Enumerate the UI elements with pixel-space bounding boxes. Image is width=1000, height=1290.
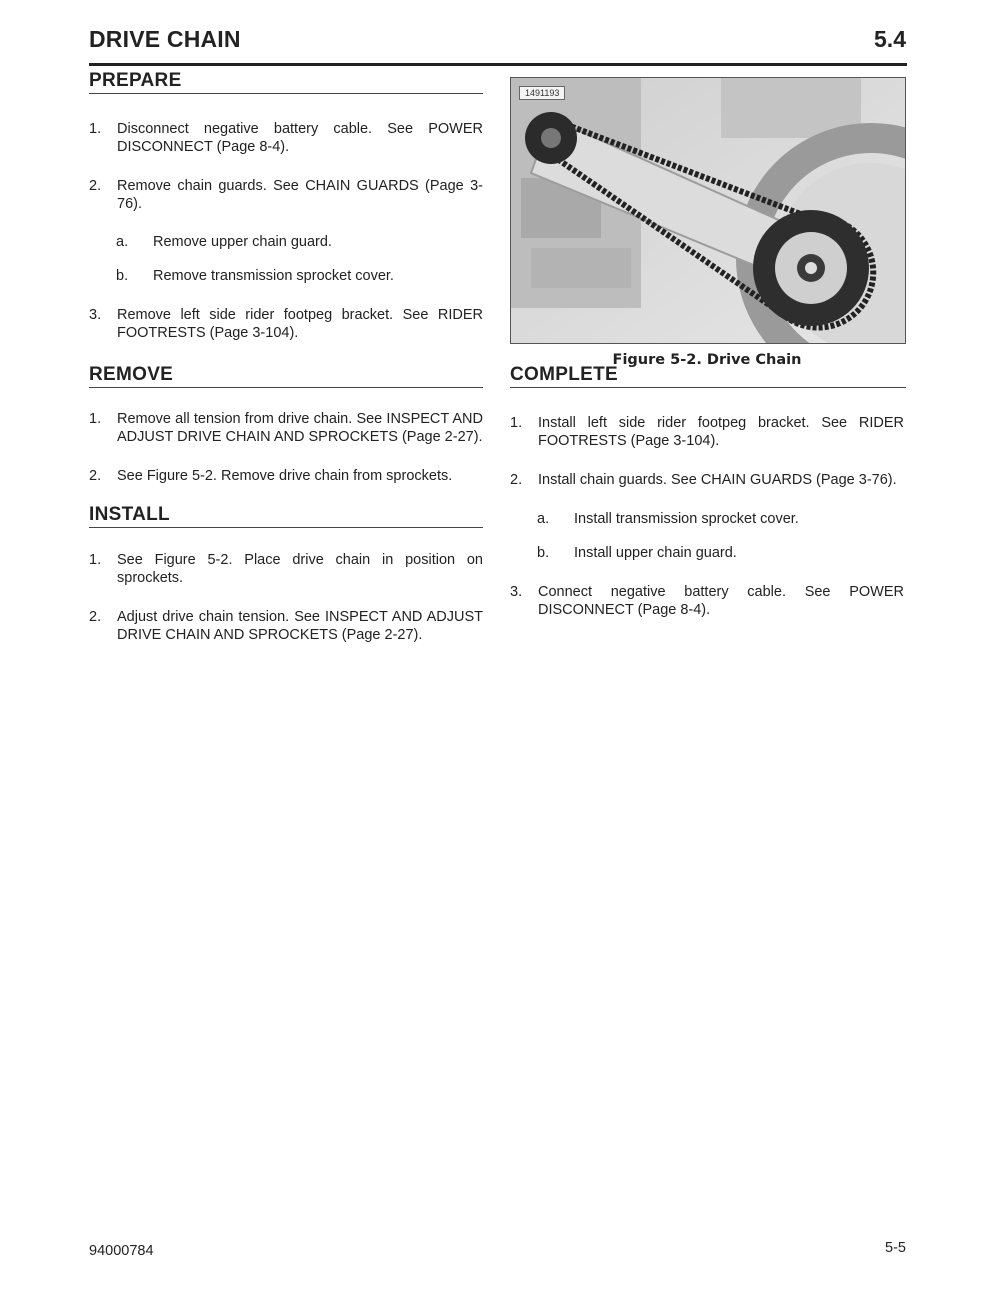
complete-steps [510, 414, 904, 489]
complete-heading: COMPLETE [510, 364, 906, 388]
substep-letter: a. [537, 511, 550, 527]
step-text: Remove chain guards. See CHAIN GUARDS (Page 3-76). [117, 178, 483, 212]
remove-heading: REMOVE [89, 364, 483, 388]
substep-letter: a. [116, 234, 129, 250]
step-number: 2. [510, 472, 523, 488]
step-number: 2. [89, 609, 102, 625]
left-column [89, 70, 483, 644]
section-number: 5.4 [874, 26, 906, 52]
step-text: Connect negative battery cable. See POWER DISCONNECT (Page 8-4). [538, 584, 904, 618]
remove-step-2 [89, 467, 483, 485]
substep-text: Install transmission sprocket cover. [574, 511, 799, 527]
step-text: Disconnect negative battery cable. See POWER DISCONNECT (Page 8-4). [117, 121, 483, 155]
step-number: 3. [510, 584, 523, 600]
step-text: Install chain guards. See CHAIN GUARDS (Page 3-76). [538, 472, 897, 488]
substep-text: Remove upper chain guard. [153, 234, 332, 250]
drive-chain-photo [511, 78, 905, 343]
step-number: 1. [510, 415, 523, 431]
substep-text: Install upper chain guard. [574, 545, 737, 561]
install-step-1 [89, 551, 483, 587]
prepare-substep-b [89, 267, 483, 285]
prepare-substeps [89, 233, 483, 285]
step-text: Remove all tension from drive chain. See INSPECT AND ADJUST DRIVE CHAIN AND SPROCKETS (Page 2-27). [117, 411, 483, 445]
step-number: 1. [89, 121, 102, 137]
remove-steps [89, 410, 483, 485]
complete-step-1 [510, 414, 904, 450]
step-text: See Figure 5-2. Place drive chain in position on sprockets. [117, 552, 483, 586]
figure-caption: Figure 5-2. Drive Chain [612, 352, 802, 368]
prepare-step-2 [89, 177, 483, 213]
complete-step-2 [510, 471, 904, 489]
step-text: See Figure 5-2. Remove drive chain from sprockets. [117, 468, 453, 484]
complete-substeps [510, 510, 904, 562]
substep-text: Remove transmission sprocket cover. [153, 268, 394, 284]
title-rule [89, 63, 907, 66]
complete-substep-a [510, 510, 904, 528]
page-title: DRIVE CHAIN [89, 26, 241, 52]
prepare-substep-a [89, 233, 483, 251]
step-text: Adjust drive chain tension. See INSPECT AND ADJUST DRIVE CHAIN AND SPROCKETS (Page 2-27). [117, 609, 483, 643]
complete-step-3 [510, 583, 904, 619]
step-number: 1. [89, 552, 102, 568]
drive-chain-figure [510, 77, 906, 344]
right-column [510, 77, 904, 619]
figure-id: 1491193 [519, 86, 565, 100]
prepare-heading: PREPARE [89, 70, 483, 94]
complete-substep-b [510, 544, 904, 562]
page-number: 5-5 [885, 1240, 906, 1256]
step-number: 2. [89, 468, 102, 484]
step-number: 3. [89, 307, 102, 323]
complete-steps-cont [510, 583, 904, 619]
install-steps [89, 551, 483, 644]
install-heading: INSTALL [89, 504, 483, 528]
prepare-steps-cont [89, 306, 483, 342]
prepare-steps [89, 120, 483, 213]
step-number: 2. [89, 178, 102, 194]
substep-letter: b. [537, 545, 550, 561]
prepare-step-3 [89, 306, 483, 342]
step-number: 1. [89, 411, 102, 427]
step-text: Install left side rider footpeg bracket. See RIDER FOOTRESTS (Page 3-104). [538, 415, 904, 449]
install-step-2 [89, 608, 483, 644]
substep-letter: b. [116, 268, 129, 284]
remove-step-1 [89, 410, 483, 446]
document-number: 94000784 [89, 1243, 154, 1259]
prepare-step-1 [89, 120, 483, 156]
step-text: Remove left side rider footpeg bracket. See RIDER FOOTRESTS (Page 3-104). [117, 307, 483, 341]
